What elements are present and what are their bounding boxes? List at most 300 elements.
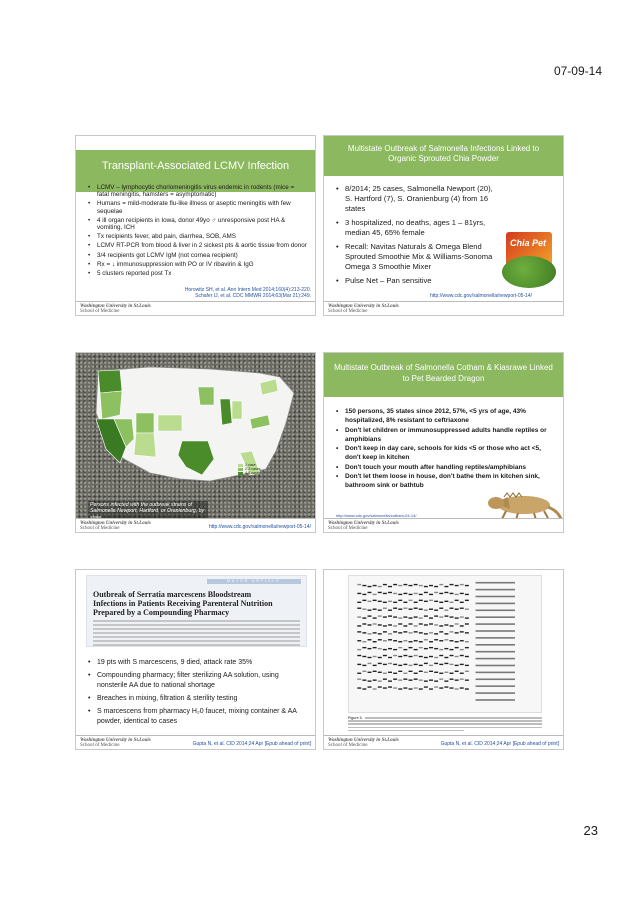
gel-band [357, 584, 361, 585]
gel-band [455, 641, 459, 642]
gel-band [444, 592, 448, 593]
gel-band [357, 678, 361, 679]
gel-band [455, 671, 459, 672]
source-url: http://www.cdc.gov/salmonella/cotham-04-14/ [336, 513, 417, 518]
gel-band [368, 657, 372, 658]
page-number: 23 [583, 823, 598, 838]
gel-band [424, 592, 428, 593]
gel-band [409, 671, 413, 672]
gel-band [398, 688, 402, 689]
gel-band [465, 594, 469, 595]
bullet: • 8/2014; 25 cases, Salmonella Newport (20), S. Hartford (7), S. Oranienburg (4) from 16 states [336, 184, 496, 214]
bullet: • Tx recipients fever, abd pain, diarrhea, SOB, AMS [88, 233, 307, 240]
gel-band [444, 586, 448, 587]
gel-band [357, 593, 361, 594]
gel-band [434, 639, 438, 640]
gel-band [393, 673, 397, 674]
gel-band [409, 623, 413, 624]
gel-lane-label [476, 596, 515, 598]
slide-title: Transplant-Associated LCMV Infection [101, 160, 290, 172]
gel-band [393, 608, 397, 609]
gel-band [403, 593, 407, 594]
gel-band [455, 656, 459, 657]
gel-band [460, 673, 464, 674]
gel-band [460, 687, 464, 688]
gel-lane-label [476, 692, 515, 694]
state-ut [136, 413, 154, 433]
gel-band [450, 673, 454, 674]
gel-band [373, 632, 377, 633]
gel-band [424, 610, 428, 611]
gel-band [439, 616, 443, 617]
gel-band [424, 615, 428, 616]
gel-band [398, 600, 402, 601]
gel-band [368, 601, 372, 602]
gel-band [368, 633, 372, 634]
gel-band [439, 602, 443, 603]
gel-band [373, 656, 377, 657]
gel-band [439, 678, 443, 679]
gel-band [455, 594, 459, 595]
gel-band [409, 656, 413, 657]
gel-band [388, 586, 392, 587]
bullet-list [336, 184, 496, 290]
gel-band [378, 657, 382, 658]
gel-band [368, 610, 372, 611]
slide-footer [324, 518, 563, 532]
gel-band [424, 639, 428, 640]
gel-band [368, 615, 372, 616]
gel-band [378, 686, 382, 687]
gel-band [465, 688, 469, 689]
gel-band [362, 671, 366, 672]
gel-band [429, 647, 433, 648]
gel-band [450, 655, 454, 656]
slide-salmonella-dragon [323, 352, 564, 533]
gel-band [444, 624, 448, 625]
gel-band [465, 679, 469, 680]
gel-band [362, 617, 366, 618]
gel-band [424, 657, 428, 658]
state-mn [198, 387, 214, 405]
gel-band [357, 602, 361, 603]
gel-band [409, 641, 413, 642]
bullet: • Rx = ↓ immunosuppression with PO or IV ribavirin & IgG [88, 261, 307, 268]
gel-band [460, 640, 464, 641]
bullet: • 150 persons, 35 states since 2012, 57%, <5 yrs of age, 43% hospitalized, 8% resistant to ceftriaxone [336, 407, 557, 425]
gel-band [444, 639, 448, 640]
gel-band [419, 617, 423, 618]
citation-line: Schafer IJ, et al. CDC MMWR 2014;63(Mar 21):249. [195, 293, 311, 299]
gel-band [414, 640, 418, 641]
slide-footer [324, 301, 563, 315]
gel-band [403, 687, 407, 688]
bullet: • 3 hospitalized, no deaths, ages 1 – 81yrs, median 45, 65% female [336, 218, 496, 238]
gel-band [419, 600, 423, 601]
state-in [232, 401, 242, 419]
gel-band [455, 623, 459, 624]
bullet: • 4 ill organ recipients in Iowa, donor 49yo ♂ unresponsive post HA & vomiting, ICH [88, 217, 307, 231]
slide-lcmv [75, 135, 316, 316]
gel-band [357, 687, 361, 688]
gel-band [409, 585, 413, 586]
gel-band [465, 585, 469, 586]
bullet: • Pulse Net – Pan sensitive [336, 276, 496, 286]
gel-band [373, 641, 377, 642]
gel-band [444, 672, 448, 673]
gel-band [368, 639, 372, 640]
state-co [158, 415, 182, 431]
gel-band [424, 633, 428, 634]
gel-band [378, 610, 382, 611]
bullet: • Don't touch your mouth after handling reptiles/amphibians [336, 463, 557, 472]
bullet: • LCMV – lymphocytic choriomeningitis virus endemic in rodents (mice = fatal meningitis, hamsters = asymptomatic) [88, 184, 307, 198]
gel-band [444, 615, 448, 616]
slide-footer [324, 735, 563, 749]
gel-band [455, 647, 459, 648]
gel-lane-label [476, 630, 515, 632]
figure-label: Figure 3. [348, 716, 363, 720]
article-title: Outbreak of Serratia marcescens Bloodstream Infections in Patients Receiving Parenteral Nutrition Prepared by a Compounding Pharmacy [93, 590, 273, 617]
bullet: • Don't let them loose in house, don't bathe them in kitchen sink, bathroom sink or bathtub [336, 472, 557, 490]
gel-band [455, 632, 459, 633]
gel-band [373, 679, 377, 680]
gel-band [398, 656, 402, 657]
gel-band [455, 617, 459, 618]
gel-band [429, 641, 433, 642]
gel-band [357, 655, 361, 656]
gel-band [383, 649, 387, 650]
gel-band [378, 663, 382, 664]
gel-band [409, 609, 413, 610]
gel-band [403, 678, 407, 679]
bullet-list [336, 407, 557, 491]
gel-band [403, 655, 407, 656]
gel-band [378, 592, 382, 593]
gel-band [383, 584, 387, 585]
gel-band [460, 602, 464, 603]
gel-band [429, 671, 433, 672]
gel-band [460, 649, 464, 650]
citation: Gupta N, et al. CID 2014;24 Apr [Epub ahead of print] [192, 741, 311, 747]
slide-footer [76, 518, 315, 532]
gel-band [378, 648, 382, 649]
gel-band [373, 688, 377, 689]
gel-band [450, 631, 454, 632]
gel-band [362, 594, 366, 595]
map-caption: Persons infected with the outbreak strains of Salmonella Newport, Hartford, or Oranienburg, by [88, 501, 208, 522]
gel-band [424, 672, 428, 673]
university-logo: Washington University in St.Louis School of Medicine [328, 521, 399, 531]
citation: http://www.cdc.gov/salmonella/newport-05-14/ [209, 524, 311, 530]
gel-lane-label [476, 610, 515, 612]
gel-band [414, 687, 418, 688]
gel-band [460, 664, 464, 665]
gel-band [424, 586, 428, 587]
gel-band [414, 631, 418, 632]
gel-band [429, 609, 433, 610]
gel-lane-label [476, 651, 515, 653]
gel-band [434, 657, 438, 658]
bullet-list [88, 184, 307, 279]
gel-band [383, 678, 387, 679]
gel-band [465, 656, 469, 657]
gel-band [429, 656, 433, 657]
gel-band [465, 609, 469, 610]
gel-band [403, 584, 407, 585]
gel-band [362, 656, 366, 657]
gel-band [439, 631, 443, 632]
gel-band [393, 593, 397, 594]
university-logo: Washington University in St.Louis School of Medicine [328, 738, 399, 748]
gel-band [383, 593, 387, 594]
gel-band [414, 602, 418, 603]
gel-band [434, 592, 438, 593]
slide-serratia [75, 569, 316, 750]
gel-band [388, 672, 392, 673]
gel-band [419, 665, 423, 666]
gel-band [424, 663, 428, 664]
gel-band [419, 623, 423, 624]
gel-band [362, 632, 366, 633]
gel-band [450, 593, 454, 594]
article-header: MAJOR ARTICLE [227, 579, 281, 583]
gel-band [368, 663, 372, 664]
gel-band [439, 664, 443, 665]
gel-lane-label [476, 603, 515, 605]
gel-band [368, 592, 372, 593]
gel-band [465, 647, 469, 648]
gel-band [455, 585, 459, 586]
gel-band [388, 592, 392, 593]
gel-band [465, 665, 469, 666]
gel-band [357, 616, 361, 617]
gel-band [388, 680, 392, 681]
gel-lane-label [476, 589, 515, 591]
gel-band [419, 656, 423, 657]
gel-band [434, 615, 438, 616]
gel-band [398, 585, 402, 586]
slide-footer [76, 301, 315, 315]
gel-band [373, 671, 377, 672]
gel-band [424, 624, 428, 625]
gel-lane-label [476, 665, 515, 667]
page-date: 07-09-14 [553, 64, 602, 78]
gel-band [388, 639, 392, 640]
gel-band [465, 617, 469, 618]
gel-band [439, 608, 443, 609]
gel-band [393, 678, 397, 679]
university-logo: Washington University in St.Louis School of Medicine [80, 304, 151, 314]
gel-band [444, 633, 448, 634]
university-logo: Washington University in St.Louis School of Medicine [80, 521, 151, 531]
gel-band [450, 649, 454, 650]
product-label: Chia Pet [510, 238, 547, 248]
slide-footer [76, 735, 315, 749]
gel-band [368, 648, 372, 649]
gel-band [450, 640, 454, 641]
gel-band [419, 671, 423, 672]
gel-band [393, 640, 397, 641]
gel-band [357, 640, 361, 641]
gel-band [403, 608, 407, 609]
gel-band [403, 631, 407, 632]
article-excerpt [86, 575, 307, 647]
gel-band [373, 665, 377, 666]
gel-band [368, 686, 372, 687]
gel-band [409, 594, 413, 595]
gel-band [450, 625, 454, 626]
gel-band [368, 624, 372, 625]
gel-band [419, 688, 423, 689]
gel-band [414, 673, 418, 674]
gel-band [414, 678, 418, 679]
state-wa [98, 370, 122, 393]
slide-title: Multistate Outbreak of Salmonella Infections Linked to Organic Sprouted Chia Powder [347, 144, 540, 163]
map-legend: 1 case 2-3 cases 4-5 cases [238, 463, 261, 476]
gel-band [403, 664, 407, 665]
gel-band [393, 687, 397, 688]
bullet: • Don't keep in day care, schools for kids <5 or those who act <5, don't keep in kitchen [336, 444, 557, 462]
gel-band [434, 586, 438, 587]
gel-band [398, 632, 402, 633]
gel-band [414, 584, 418, 585]
gel-band [398, 617, 402, 618]
bullet: • Don't let children or immunosuppressed adults handle reptiles or amphibians [336, 426, 557, 444]
gel-band [368, 672, 372, 673]
gel-band [398, 594, 402, 595]
state-il [220, 399, 232, 425]
bullet: • Compounding pharmacy; filter sterilizing AA solution, using nonsterile AA due to national shortage [88, 671, 307, 691]
gel-band [434, 601, 438, 602]
gel-band [439, 673, 443, 674]
gel-band [450, 602, 454, 603]
gel-band [460, 678, 464, 679]
gel-band [357, 649, 361, 650]
gel-band [444, 680, 448, 681]
gel-band [444, 648, 448, 649]
state-or [100, 391, 122, 419]
gel-band [393, 631, 397, 632]
gel-lane-label [476, 616, 515, 618]
gel-band [393, 602, 397, 603]
gel-band [419, 647, 423, 648]
gel-band [388, 648, 392, 649]
gel-band [378, 672, 382, 673]
gel-lane-label [476, 644, 515, 646]
bullet: • LCMV RT-PCR from blood & liver in 2 sickest pts & aortic tissue from donor [88, 242, 307, 249]
gel-band [362, 679, 366, 680]
gel-band [439, 584, 443, 585]
gel-band [409, 665, 413, 666]
gel-band [444, 610, 448, 611]
gel-band [368, 586, 372, 587]
gel-band [398, 679, 402, 680]
gel-band [362, 623, 366, 624]
gel-band [403, 649, 407, 650]
gel-band [383, 655, 387, 656]
gel-band [465, 671, 469, 672]
bullet: • 19 pts with S marcescens, 9 died, attack rate 35% [88, 658, 307, 668]
gel-band [373, 594, 377, 595]
gel-band [419, 641, 423, 642]
gel-band [409, 600, 413, 601]
gel-band [398, 665, 402, 666]
gel-band [414, 625, 418, 626]
gel-band [439, 655, 443, 656]
gel-band [378, 601, 382, 602]
gel-band [429, 623, 433, 624]
gel-band [388, 615, 392, 616]
gel-band [439, 593, 443, 594]
gel-band [450, 584, 454, 585]
gel-band [465, 623, 469, 624]
bullet: • S marcescens from pharmacy H₂0 faucet, mixing container & AA powder, identical to cases [88, 707, 307, 727]
gel-band [357, 608, 361, 609]
gel-band [398, 609, 402, 610]
gel-lane-label [476, 637, 515, 639]
gel-band [393, 584, 397, 585]
citation: Gupta N, et al. CID 2014;24 Apr [Epub ahead of print] [440, 741, 559, 747]
gel-band [362, 609, 366, 610]
gel-band [388, 657, 392, 658]
gel-band [383, 608, 387, 609]
gel-band [362, 600, 366, 601]
gel-band [434, 610, 438, 611]
university-logo: Washington University in St.Louis School of Medicine [80, 738, 151, 748]
gel-band [378, 680, 382, 681]
gel-band [434, 648, 438, 649]
gel-band [419, 679, 423, 680]
gel-band [409, 679, 413, 680]
bullet: • 5 clusters reported post Tx [88, 270, 307, 277]
gel-band [378, 624, 382, 625]
gel-band [434, 663, 438, 664]
gel-band [439, 625, 443, 626]
bearded-dragon-image [484, 481, 562, 521]
gel-band [388, 601, 392, 602]
gel-band [378, 586, 382, 587]
gel-lane-label [476, 699, 515, 701]
gel-band [393, 664, 397, 665]
gel-band [460, 616, 464, 617]
gel-band [393, 625, 397, 626]
gel-band [439, 640, 443, 641]
gel-lane-label [476, 678, 515, 680]
citation [185, 287, 311, 299]
gel-band [362, 665, 366, 666]
gel-band [403, 602, 407, 603]
gel-band [424, 680, 428, 681]
gel-band [398, 623, 402, 624]
state-az [134, 433, 156, 457]
gel-band [357, 673, 361, 674]
gel-band [450, 664, 454, 665]
gel-lane-label [476, 672, 515, 674]
gel-band [460, 608, 464, 609]
gel-band [465, 641, 469, 642]
gel-band [362, 585, 366, 586]
chia-pet-image [500, 232, 558, 292]
gel-band [434, 633, 438, 634]
gel-band [383, 687, 387, 688]
gel-band [444, 686, 448, 687]
gel-band [393, 649, 397, 650]
bullet: • 3/4 recipients got LCMV IgM (not cornea recipient) [88, 252, 307, 259]
gel-band [414, 608, 418, 609]
gel-band [398, 647, 402, 648]
gel-band [388, 633, 392, 634]
